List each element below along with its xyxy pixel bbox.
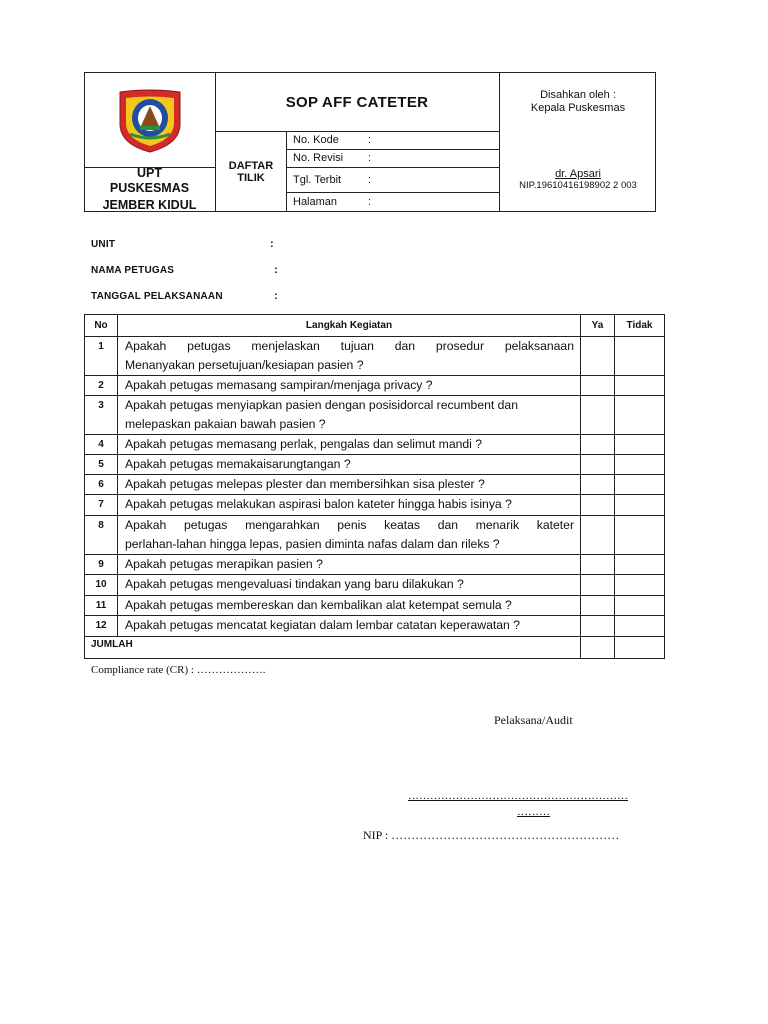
row-number: 4: [85, 435, 118, 455]
checkbox-ya[interactable]: [581, 495, 615, 516]
checkbox-tidak[interactable]: [615, 337, 665, 376]
institution-name: UPT PUSKESMAS JEMBER KIDUL: [102, 166, 197, 212]
approver-name: dr. Apsari: [555, 168, 601, 180]
compliance-rate: Compliance rate (CR) : ……………….: [91, 664, 266, 676]
row-number: 3: [85, 396, 118, 435]
total-ya[interactable]: [581, 637, 615, 659]
row-step: Apakah petugas memasang perlak, pengalas dan selimut mandi ?: [118, 435, 581, 455]
checkbox-tidak[interactable]: [615, 616, 665, 637]
table-row: [85, 435, 665, 455]
sop-title: SOP AFF CATETER: [285, 94, 429, 111]
checkbox-ya[interactable]: [581, 455, 615, 475]
info-value-tanggal: :: [274, 290, 278, 302]
row-step: Apakah petugas membereskan dan kembalikan alat ketempat semula ?: [118, 596, 581, 616]
row-number: 5: [85, 455, 118, 475]
signer-label: Pelaksana/Audit: [494, 713, 573, 727]
approver-nip: NIP.19610416198902 2 003: [519, 180, 637, 191]
table-row: [85, 555, 665, 575]
meta-value-halaman: :: [368, 196, 372, 208]
table-row: [85, 455, 665, 475]
header-divider: [286, 167, 499, 168]
table-row: [85, 575, 665, 596]
row-step: Apakah petugas memakaisarungtangan ?: [118, 455, 581, 475]
header-divider: [286, 131, 287, 212]
row-number: 7: [85, 495, 118, 516]
row-number: 9: [85, 555, 118, 575]
row-number: 10: [85, 575, 118, 596]
info-value-petugas: :: [274, 264, 278, 276]
checkbox-tidak[interactable]: [615, 376, 665, 396]
meta-value-revisi: :: [368, 152, 372, 164]
checkbox-ya[interactable]: [581, 435, 615, 455]
row-number: 1: [85, 337, 118, 376]
row-step: Apakah petugas melakukan aspirasi balon kateter hingga habis isinya ?: [118, 495, 581, 516]
header-divider: [286, 192, 499, 193]
row-step: Apakah petugas melepas plester dan membersihkan sisa plester ?: [118, 475, 581, 495]
checkbox-tidak[interactable]: [615, 575, 665, 596]
meta-value-kode: :: [368, 134, 372, 146]
row-step: Apakah petugas menjelaskan tujuan dan prosedur pelaksanaan Menanyakan persetujuan/kesiapan pasien ?: [118, 337, 581, 376]
info-label-petugas: NAMA PETUGAS: [91, 265, 175, 276]
checkbox-ya[interactable]: [581, 475, 615, 495]
checkbox-tidak[interactable]: [615, 516, 665, 555]
jember-emblem-icon: [116, 86, 184, 154]
document-type: DAFTAR TILIK: [228, 160, 274, 184]
checkbox-ya[interactable]: [581, 596, 615, 616]
signer-nip: NIP : …………………………………………………: [363, 828, 620, 842]
row-step: Apakah petugas mengarahkan penis keatas dan menarik kateter perlahan-lahan hingga lepas, pasien diminta nafas dalam dan rileks ?: [118, 516, 581, 555]
row-number: 2: [85, 376, 118, 396]
meta-label-halaman: Halaman: [293, 196, 338, 208]
table-total-row: [85, 637, 665, 659]
checkbox-ya[interactable]: [581, 337, 615, 376]
table-row: [85, 396, 665, 435]
column-header-no: No: [85, 315, 118, 337]
checkbox-ya[interactable]: [581, 516, 615, 555]
checkbox-ya[interactable]: [581, 575, 615, 596]
row-step: Apakah petugas mengevaluasi tindakan yang baru dilakukan ?: [118, 575, 581, 596]
header-divider: [215, 72, 216, 212]
signature-line-continued: ………: [517, 806, 550, 818]
meta-label-kode: No. Kode: [293, 134, 339, 146]
checkbox-tidak[interactable]: [615, 435, 665, 455]
row-step: Apakah petugas memasang sampiran/menjaga privacy ?: [118, 376, 581, 396]
column-header-langkah: Langkah Kegiatan: [118, 315, 581, 337]
row-step: Apakah petugas merapikan pasien ?: [118, 555, 581, 575]
table-header-row: [85, 315, 665, 337]
approver-title: Kepala Puskesmas: [530, 102, 626, 114]
table-row: [85, 495, 665, 516]
checkbox-tidak[interactable]: [615, 495, 665, 516]
info-label-tanggal: TANGGAL PELAKSANAAN: [91, 291, 223, 302]
row-number: 12: [85, 616, 118, 637]
row-step: Apakah petugas menyiapkan pasien dengan posisidorcal recumbent dan melepaskan pakaian bawah pasien ?: [118, 396, 581, 435]
checkbox-ya[interactable]: [581, 376, 615, 396]
table-row: [85, 596, 665, 616]
row-step: Apakah petugas mencatat kegiatan dalam lembar catatan keperawatan ?: [118, 616, 581, 637]
total-tidak[interactable]: [615, 637, 665, 659]
approved-by: Disahkan oleh :: [540, 89, 616, 101]
info-label-unit: UNIT: [91, 239, 116, 250]
column-header-tidak: Tidak: [615, 315, 665, 337]
table-row: [85, 337, 665, 376]
row-number: 11: [85, 596, 118, 616]
row-number: 6: [85, 475, 118, 495]
header-divider: [215, 131, 499, 132]
checkbox-tidak[interactable]: [615, 596, 665, 616]
row-number: 8: [85, 516, 118, 555]
checkbox-tidak[interactable]: [615, 555, 665, 575]
checkbox-ya[interactable]: [581, 616, 615, 637]
meta-label-revisi: No. Revisi: [293, 152, 344, 164]
checklist-table: [84, 314, 665, 659]
signature-line: ……………………………………………………: [408, 790, 628, 802]
table-row: [85, 376, 665, 396]
checkbox-tidak[interactable]: [615, 455, 665, 475]
checkbox-ya[interactable]: [581, 396, 615, 435]
meta-value-terbit: :: [368, 174, 372, 186]
meta-label-terbit: Tgl. Terbit: [293, 174, 342, 186]
table-row: [85, 516, 665, 555]
header-divider: [286, 149, 499, 150]
checkbox-tidak[interactable]: [615, 396, 665, 435]
total-label: JUMLAH: [85, 637, 581, 659]
table-row: [85, 616, 665, 637]
column-header-ya: Ya: [581, 315, 615, 337]
info-value-unit: :: [270, 238, 274, 250]
table-row: [85, 475, 665, 495]
checkbox-tidak[interactable]: [615, 475, 665, 495]
checkbox-ya[interactable]: [581, 555, 615, 575]
